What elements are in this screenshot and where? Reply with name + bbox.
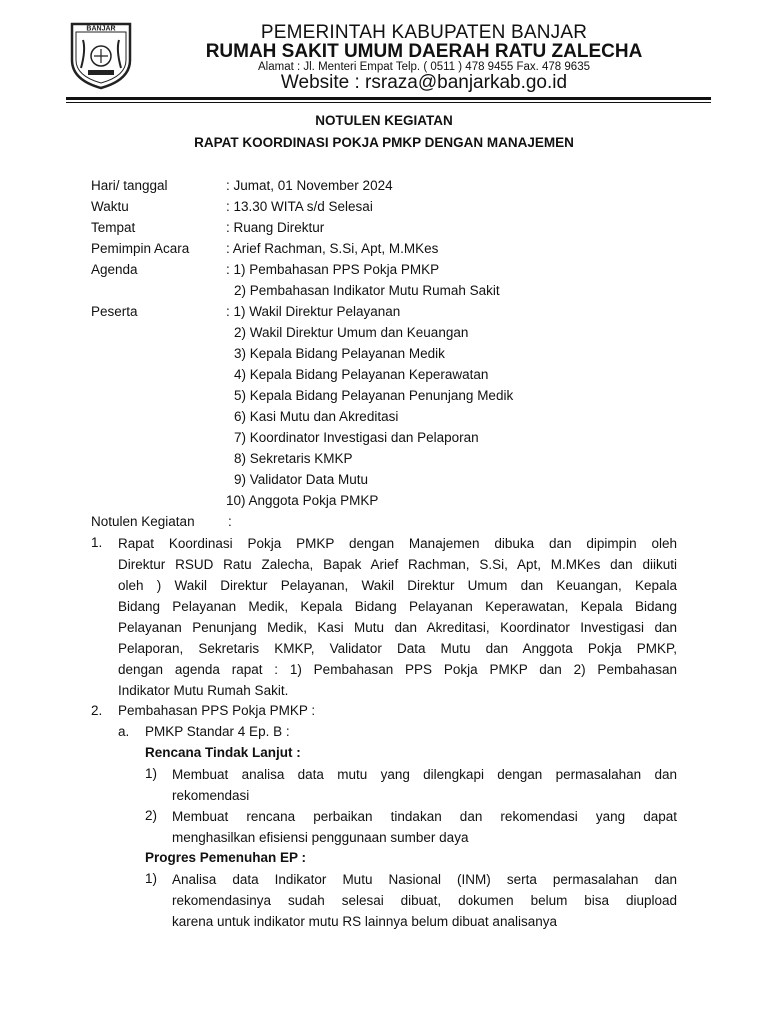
follow-up-number: 2) bbox=[145, 808, 158, 823]
participant-item: : 1) Wakil Direktur Pelayanan bbox=[226, 304, 401, 319]
note-1-line: Rapat Koordinasi Pokja PMKP dengan Manajemen dibuka dan dipimpin oleh bbox=[118, 536, 677, 551]
participant-item: 8) Sekretaris KMKP bbox=[234, 451, 353, 466]
participant-item: 5) Kepala Bidang Pelayanan Penunjang Medik bbox=[234, 388, 514, 403]
follow-up-number: 1) bbox=[145, 766, 158, 781]
progress-number: 1) bbox=[145, 871, 158, 886]
subitem-heading: PMKP Standar 4 Ep. B : bbox=[145, 724, 290, 739]
agenda-item: : 1) Pembahasan PPS Pokja PMKP bbox=[226, 262, 440, 277]
participant-item: 2) Wakil Direktur Umum dan Keuangan bbox=[234, 325, 469, 340]
agenda-item: 2) Pembahasan Indikator Mutu Rumah Sakit bbox=[234, 283, 500, 298]
participant-item: 9) Validator Data Mutu bbox=[234, 472, 369, 487]
svg-text:BANJAR: BANJAR bbox=[86, 25, 116, 33]
time-label: Waktu bbox=[91, 199, 129, 214]
hospital-website: Website : rsraza@banjarkab.go.id bbox=[280, 72, 568, 93]
date-label: Hari/ tanggal bbox=[91, 178, 168, 193]
follow-up-heading: Rencana Tindak Lanjut : bbox=[145, 745, 301, 760]
note-1-line: Direktur RSUD Ratu Zalecha, Bapak Arief Rachman, S.Si, Apt, M.MKes dan diikuti bbox=[118, 557, 677, 572]
note-2-heading: Pembahasan PPS Pokja PMKP : bbox=[118, 703, 316, 718]
leader-label: Pemimpin Acara bbox=[91, 241, 190, 256]
progress-line: Analisa data Indikator Mutu Nasional (INM) serta permasalahan dan bbox=[172, 872, 677, 887]
place-value: : Ruang Direktur bbox=[226, 220, 325, 235]
leader-value: : Arief Rachman, S.Si, Apt, M.MKes bbox=[226, 241, 439, 256]
place-label: Tempat bbox=[91, 220, 136, 235]
document-title: NOTULEN KEGIATAN bbox=[315, 113, 453, 128]
progress-line: karena untuk indikator mutu RS lainnya belum dibuat analisanya bbox=[172, 914, 557, 929]
date-value: : Jumat, 01 November 2024 bbox=[226, 178, 393, 193]
document-subtitle: RAPAT KOORDINASI POKJA PMKP DENGAN MANAJEMEN bbox=[194, 135, 574, 150]
participant-item: 4) Kepala Bidang Pelayanan Keperawatan bbox=[234, 367, 489, 382]
participant-item: 3) Kepala Bidang Pelayanan Medik bbox=[234, 346, 445, 361]
progress-line: rekomendasinya sudah selesai dibuat, dokumen belum bisa diupload bbox=[172, 893, 677, 908]
note-1-line: Indikator Mutu Rumah Sakit. bbox=[118, 683, 289, 698]
note-1-line: dengan agenda rapat : 1) Pembahasan PPS Pokja PMKP dan 2) Pembahasan bbox=[118, 662, 677, 677]
agenda-label: Agenda bbox=[91, 262, 138, 277]
note-1-line: oleh ) Wakil Direktur Pelayanan, Wakil Direktur Umum dan Keuangan, Kepala bbox=[118, 578, 677, 593]
participant-item: 10) Anggota Pokja PMKP bbox=[226, 493, 379, 508]
note-number: 2. bbox=[91, 703, 103, 718]
follow-up-line: rekomendasi bbox=[172, 788, 250, 803]
follow-up-line: menghasilkan efisiensi penggunaan sumber daya bbox=[172, 830, 469, 845]
note-number: 1. bbox=[91, 535, 103, 550]
participant-item: 7) Koordinator Investigasi dan Pelaporan bbox=[234, 430, 479, 445]
progress-heading: Progres Pemenuhan EP : bbox=[145, 850, 307, 865]
follow-up-line: Membuat rencana perbaikan tindakan dan rekomendasi yang dapat bbox=[172, 809, 677, 824]
time-value: : 13.30 WITA s/d Selesai bbox=[226, 199, 373, 214]
government-name: PEMERINTAH KABUPATEN BANJAR bbox=[260, 22, 588, 43]
letterhead-divider-thick bbox=[66, 97, 711, 100]
hospital-name: RUMAH SAKIT UMUM DAERAH RATU ZALECHA bbox=[205, 41, 643, 62]
follow-up-line: Membuat analisa data mutu yang dilengkapi dengan permasalahan dan bbox=[172, 767, 677, 782]
letterhead-divider-thin bbox=[66, 102, 711, 103]
note-1-line: Bidang Pelayanan Medik, Kepala Bidang Pelayanan Keperawatan, Kepala Bidang bbox=[118, 599, 677, 614]
hospital-address: Alamat : Jl. Menteri Empat Telp. ( 0511 ) 478 9455 Fax. 478 9635 bbox=[258, 61, 590, 73]
participant-item: 6) Kasi Mutu dan Akreditasi bbox=[234, 409, 399, 424]
subitem-letter: a. bbox=[118, 724, 130, 739]
note-1-line: Pelaporan, Sekretaris KMKP, Validator Data Mutu dan Anggota Pokja PMKP, bbox=[118, 641, 677, 656]
participants-label: Peserta bbox=[91, 304, 138, 319]
notes-label: Notulen Kegiatan bbox=[91, 514, 195, 529]
notes-colon: : bbox=[228, 514, 232, 529]
note-1-line: Pelayanan Penunjang Medik, Kasi Mutu dan Akreditasi, Koordinator Investigasi dan bbox=[118, 620, 677, 635]
